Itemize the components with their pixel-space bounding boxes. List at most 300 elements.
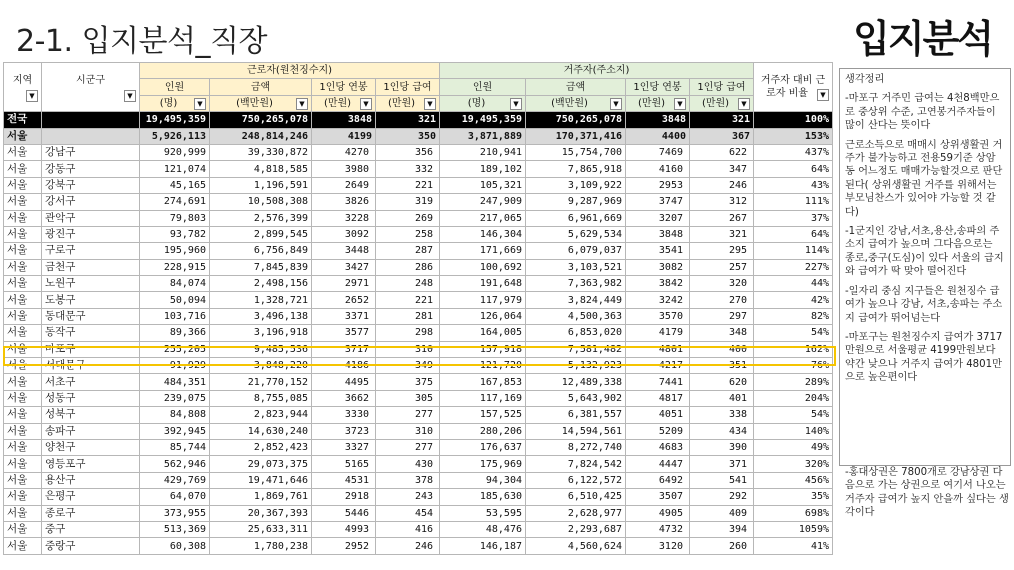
table-cell: 5,629,534	[526, 226, 626, 242]
table-cell: 351	[690, 358, 754, 374]
table-cell: 270	[690, 292, 754, 308]
table-cell: 서울	[4, 439, 42, 455]
section-logo: 입지분석	[853, 17, 992, 61]
table-cell: 289%	[754, 374, 833, 390]
table-cell: 6,756,849	[210, 243, 312, 259]
header-amount-unit: (백만원) ▼	[526, 95, 626, 111]
table-cell: 1,780,238	[210, 538, 312, 554]
table-cell: 105,321	[440, 177, 526, 193]
table-cell: 79,803	[140, 210, 210, 226]
table-cell: 750,265,078	[210, 112, 312, 128]
table-cell: 마포구	[42, 341, 140, 357]
table-cell: 312	[690, 194, 754, 210]
table-cell: 146,187	[440, 538, 526, 554]
table-cell: 15,754,700	[526, 144, 626, 160]
table-cell: 강동구	[42, 161, 140, 177]
table-cell: 140%	[754, 423, 833, 439]
header-annual: 1인당 연봉	[626, 79, 690, 95]
filter-dropdown-icon[interactable]: ▼	[738, 98, 750, 110]
table-cell: 319	[376, 194, 440, 210]
table-cell: 484,351	[140, 374, 210, 390]
table-body	[4, 112, 833, 555]
table-cell: 5165	[312, 456, 376, 472]
table-cell: 85,744	[140, 439, 210, 455]
header-annual: 1인당 연봉	[312, 79, 376, 95]
table-cell: 373,955	[140, 505, 210, 521]
header-count-unit: (명) ▼	[140, 95, 210, 111]
table-cell: 서울	[4, 341, 42, 357]
table-cell: 3848	[312, 112, 376, 128]
table-cell: 금천구	[42, 259, 140, 275]
filter-dropdown-icon[interactable]: ▼	[424, 98, 436, 110]
table-cell: 175,969	[440, 456, 526, 472]
table-cell: 53,595	[440, 505, 526, 521]
table-cell: 157,918	[440, 341, 526, 357]
table-cell: 416	[376, 521, 440, 537]
filter-dropdown-icon[interactable]: ▼	[360, 98, 372, 110]
table-cell: 4270	[312, 144, 376, 160]
table-cell: 1,869,761	[210, 489, 312, 505]
header-monthly: 1인당 급여	[376, 79, 440, 95]
table-cell: 84,074	[140, 276, 210, 292]
table-cell: 서울	[4, 521, 42, 537]
table-row	[4, 276, 833, 292]
table-cell: 121,074	[140, 161, 210, 177]
table-cell: 111%	[754, 194, 833, 210]
table-cell: 19,471,646	[210, 472, 312, 488]
table-cell: 221	[376, 292, 440, 308]
table-cell: 서울	[4, 472, 42, 488]
table-cell: 3120	[626, 538, 690, 554]
table-cell: 41%	[754, 538, 833, 554]
filter-dropdown-icon[interactable]: ▼	[610, 98, 622, 110]
table-cell: 332	[376, 161, 440, 177]
table-row	[4, 358, 833, 374]
table-cell: 121,720	[440, 358, 526, 374]
table-cell: 3747	[626, 194, 690, 210]
table-cell: 3826	[312, 194, 376, 210]
table-cell: 43%	[754, 177, 833, 193]
table-cell: 중랑구	[42, 538, 140, 554]
table-cell: 298	[376, 325, 440, 341]
table-row	[4, 489, 833, 505]
table-cell: 117,979	[440, 292, 526, 308]
table-cell: 3541	[626, 243, 690, 259]
filter-dropdown-icon[interactable]: ▼	[674, 98, 686, 110]
table-cell: 전국	[4, 112, 42, 128]
header-region: 지역 ▼	[4, 63, 42, 112]
table-cell: 서초구	[42, 374, 140, 390]
table-row	[4, 325, 833, 341]
table-row	[4, 308, 833, 324]
table-cell: 서울	[4, 390, 42, 406]
table-cell: 347	[690, 161, 754, 177]
table-cell: 257	[690, 259, 754, 275]
table-cell: 2,823,944	[210, 407, 312, 423]
table-cell: 3228	[312, 210, 376, 226]
table-cell: 10,508,308	[210, 194, 312, 210]
table-cell: 7441	[626, 374, 690, 390]
table-row	[4, 194, 833, 210]
table-cell: 6,510,425	[526, 489, 626, 505]
table-cell: 3662	[312, 390, 376, 406]
table-row	[4, 521, 833, 537]
table-row	[4, 472, 833, 488]
table-cell: 191,648	[440, 276, 526, 292]
table-cell: 287	[376, 243, 440, 259]
table-cell: 도봉구	[42, 292, 140, 308]
table-cell: 269	[376, 210, 440, 226]
table-cell: 227%	[754, 259, 833, 275]
table-cell: 114%	[754, 243, 833, 259]
table-cell: 348	[690, 325, 754, 341]
table-cell: 434	[690, 423, 754, 439]
table-cell: 622	[690, 144, 754, 160]
table-cell: 8,755,085	[210, 390, 312, 406]
table-row	[4, 341, 833, 357]
table-row	[4, 423, 833, 439]
table-cell: 4186	[312, 358, 376, 374]
table-cell: 243	[376, 489, 440, 505]
notes-panel	[839, 68, 1011, 466]
header-monthly-unit: (만원) ▼	[690, 95, 754, 111]
table-cell: 117,169	[440, 390, 526, 406]
table-cell: 4,500,363	[526, 308, 626, 324]
table-cell: 19,495,359	[440, 112, 526, 128]
table-cell: 20,367,393	[210, 505, 312, 521]
table-cell: 3,196,918	[210, 325, 312, 341]
table-cell: 274,691	[140, 194, 210, 210]
table-cell: 7469	[626, 144, 690, 160]
table-cell: 광진구	[42, 226, 140, 242]
header-count: 인원	[140, 79, 210, 95]
table-cell: 7,581,482	[526, 341, 626, 357]
table-cell: 3577	[312, 325, 376, 341]
header-ratio: 거주자 대비 근로자 비율 ▼	[754, 63, 833, 112]
table-cell: 247,909	[440, 194, 526, 210]
table-row	[4, 177, 833, 193]
table-cell: 164,005	[440, 325, 526, 341]
table-cell: 246	[690, 177, 754, 193]
header-worker-group: 근로자(원천징수지)	[140, 63, 440, 79]
table-cell: 430	[376, 456, 440, 472]
table-cell: 310	[376, 341, 440, 357]
table-cell: 용산구	[42, 472, 140, 488]
table-cell: 371	[690, 456, 754, 472]
table-cell: 390	[690, 439, 754, 455]
table-cell: 400	[690, 341, 754, 357]
table-cell: 4683	[626, 439, 690, 455]
table-cell: 195,960	[140, 243, 210, 259]
table-cell: 2971	[312, 276, 376, 292]
table-cell: 409	[690, 505, 754, 521]
table-cell: 920,999	[140, 144, 210, 160]
salary-table	[3, 62, 833, 555]
table-cell: 392,945	[140, 423, 210, 439]
filter-dropdown-icon[interactable]: ▼	[510, 98, 522, 110]
table-cell: 4199	[312, 128, 376, 144]
table-cell: 3848	[626, 226, 690, 242]
table-cell: 320%	[754, 456, 833, 472]
table-cell: 영등포구	[42, 456, 140, 472]
table-cell: 8,272,740	[526, 439, 626, 455]
table-cell: 44%	[754, 276, 833, 292]
filter-dropdown-icon[interactable]: ▼	[817, 89, 829, 101]
table-cell: 750,265,078	[526, 112, 626, 128]
table-cell: 310	[376, 423, 440, 439]
table-cell: 9,287,969	[526, 194, 626, 210]
table-cell: 93,782	[140, 226, 210, 242]
table-cell: 4447	[626, 456, 690, 472]
table-cell: 3207	[626, 210, 690, 226]
table-cell: 4051	[626, 407, 690, 423]
table-cell: 248	[376, 276, 440, 292]
table-cell: 25,633,311	[210, 521, 312, 537]
table-cell: 320	[690, 276, 754, 292]
table-cell: 성북구	[42, 407, 140, 423]
table-cell: 94,304	[440, 472, 526, 488]
table-cell: 698%	[754, 505, 833, 521]
table-cell: 14,594,561	[526, 423, 626, 439]
table-cell: 60,308	[140, 538, 210, 554]
table-cell: 217,065	[440, 210, 526, 226]
header-annual-unit: (만원) ▼	[312, 95, 376, 111]
table-cell: 4531	[312, 472, 376, 488]
table-cell: 176,637	[440, 439, 526, 455]
table-cell: 204%	[754, 390, 833, 406]
table-row	[4, 161, 833, 177]
table-cell: 3327	[312, 439, 376, 455]
header-district: 시군구 ▼	[42, 63, 140, 112]
table-cell: 321	[376, 112, 440, 128]
table-cell: 21,770,152	[210, 374, 312, 390]
table-row	[4, 292, 833, 308]
table-cell: 5,926,113	[140, 128, 210, 144]
table-cell: 76%	[754, 358, 833, 374]
table-cell: 367	[690, 128, 754, 144]
table-cell: 280,206	[440, 423, 526, 439]
table-cell: 171,669	[440, 243, 526, 259]
table-cell: 12,489,338	[526, 374, 626, 390]
notes-paragraph: -홍대상권은 7800개로 강남상권 다음으로 가는 상권으로 여기서 나오는 거주자 급여가 높지 안을까 싶다는 생각이다	[845, 467, 1009, 519]
table-cell: 277	[376, 439, 440, 455]
table-cell: 서울	[4, 308, 42, 324]
table-cell: 49%	[754, 439, 833, 455]
notes-heading: 생각정리	[845, 74, 885, 85]
header-monthly: 1인당 급여	[690, 79, 754, 95]
table-cell: 541	[690, 472, 754, 488]
header-annual-unit: (만원) ▼	[626, 95, 690, 111]
table-cell: 7,845,839	[210, 259, 312, 275]
table-cell: 3723	[312, 423, 376, 439]
table-cell: 100,692	[440, 259, 526, 275]
table-cell: 서울	[4, 292, 42, 308]
table-cell: 45,165	[140, 177, 210, 193]
table-cell: 서울	[4, 243, 42, 259]
header-resident-group: 거주자(주소지)	[440, 63, 754, 79]
table-cell: 3,848,220	[210, 358, 312, 374]
table-row	[4, 243, 833, 259]
table-cell: 456%	[754, 472, 833, 488]
table-cell: 255,205	[140, 341, 210, 357]
table-cell: 19,495,359	[140, 112, 210, 128]
table-cell: 4400	[626, 128, 690, 144]
table-row	[4, 226, 833, 242]
table-cell: 82%	[754, 308, 833, 324]
table-cell	[42, 128, 140, 144]
table-cell: 서울	[4, 358, 42, 374]
table-cell: 64%	[754, 226, 833, 242]
table-cell: 중구	[42, 521, 140, 537]
table-cell: 35%	[754, 489, 833, 505]
table-cell: 321	[690, 226, 754, 242]
table-cell: 189,102	[440, 161, 526, 177]
table-cell: 305	[376, 390, 440, 406]
table-cell: 91,929	[140, 358, 210, 374]
table-cell: 종로구	[42, 505, 140, 521]
notes-paragraph: -마포구 거주민 급여는 4천8백만으로 중상위 수준, 고연봉거주자들이 많이 산다는 뜻이다	[845, 93, 1000, 132]
table-cell: 7,865,918	[526, 161, 626, 177]
table-cell: 3448	[312, 243, 376, 259]
table-cell: 4732	[626, 521, 690, 537]
table-row	[4, 456, 833, 472]
table-cell: 서울	[4, 538, 42, 554]
table-cell: 2,576,399	[210, 210, 312, 226]
table-cell: 2,498,156	[210, 276, 312, 292]
table-cell: 281	[376, 308, 440, 324]
table-cell: 3082	[626, 259, 690, 275]
table-cell: 103,716	[140, 308, 210, 324]
table-cell: 4,818,585	[210, 161, 312, 177]
table-cell: 서울	[4, 276, 42, 292]
table-cell: 5209	[626, 423, 690, 439]
table-row	[4, 144, 833, 160]
table-cell: 258	[376, 226, 440, 242]
notes-paragraph: -1군지인 강남,서초,용산,송파의 주소지 급여가 높으며 그다음으로는 종로,중구(도심)이 있다 서울의 급지와 급여가 딱 맞아 떨어진다	[845, 226, 1004, 278]
table-cell: 295	[690, 243, 754, 259]
filter-dropdown-icon[interactable]: ▼	[296, 98, 308, 110]
table-cell: 6492	[626, 472, 690, 488]
table-cell: 서울	[4, 128, 42, 144]
table-cell: 강북구	[42, 177, 140, 193]
table-cell: 338	[690, 407, 754, 423]
table-cell: 153%	[754, 128, 833, 144]
table-row	[4, 112, 833, 128]
table-cell: 349	[376, 358, 440, 374]
table-cell: 3,109,922	[526, 177, 626, 193]
table-cell: 378	[376, 472, 440, 488]
table-cell: 5,643,902	[526, 390, 626, 406]
table-cell: 3570	[626, 308, 690, 324]
header-count: 인원	[440, 79, 526, 95]
table-cell: 3,496,138	[210, 308, 312, 324]
table-cell: 3980	[312, 161, 376, 177]
table-cell: 14,630,240	[210, 423, 312, 439]
table-cell: 48,476	[440, 521, 526, 537]
table-cell: 4160	[626, 161, 690, 177]
table-cell: 6,079,037	[526, 243, 626, 259]
table-cell: 2918	[312, 489, 376, 505]
table-cell: 321	[690, 112, 754, 128]
table-cell: 서울	[4, 259, 42, 275]
table-cell: 관악구	[42, 210, 140, 226]
table-cell: 3848	[626, 112, 690, 128]
table-cell: 구로구	[42, 243, 140, 259]
notes-paragraph: 근로소득으로 매매시 상위생활권 거주가 불가능하고 전용59기준 상암동 어느정도 매매가능할것으로 판단된다( 상위생활권 거주를 위해서는 부모님찬스가 있어야 가능할 것 같다)	[845, 139, 1003, 218]
table-cell: 4,560,624	[526, 538, 626, 554]
table-cell: 429,769	[140, 472, 210, 488]
filter-dropdown-icon[interactable]: ▼	[194, 98, 206, 110]
table-cell: 4817	[626, 390, 690, 406]
header-amount: 금액	[526, 79, 626, 95]
table-cell: 375	[376, 374, 440, 390]
table-cell: 서울	[4, 210, 42, 226]
table-cell: 248,814,246	[210, 128, 312, 144]
table-cell: 1,196,591	[210, 177, 312, 193]
table-cell: 1,328,721	[210, 292, 312, 308]
table-cell: 2,852,423	[210, 439, 312, 455]
table-cell: 267	[690, 210, 754, 226]
table-cell: 4801	[626, 341, 690, 357]
table-cell: 170,371,416	[526, 128, 626, 144]
table-cell: 29,073,375	[210, 456, 312, 472]
table-cell: 3,824,449	[526, 292, 626, 308]
header-count-unit: (명) ▼	[440, 95, 526, 111]
table-cell: 5446	[312, 505, 376, 521]
table-cell: 64,070	[140, 489, 210, 505]
table-cell: 2,293,687	[526, 521, 626, 537]
filter-dropdown-icon[interactable]: ▼	[124, 90, 136, 102]
table-cell: 454	[376, 505, 440, 521]
table-cell: 1059%	[754, 521, 833, 537]
table-cell: 162%	[754, 341, 833, 357]
table-row	[4, 128, 833, 144]
table-cell: 4905	[626, 505, 690, 521]
table-cell: 3427	[312, 259, 376, 275]
table-cell: 4993	[312, 521, 376, 537]
table-cell: 39,330,872	[210, 144, 312, 160]
table-cell: 3507	[626, 489, 690, 505]
table-cell: 강남구	[42, 144, 140, 160]
table-cell: 2952	[312, 538, 376, 554]
table-cell: 54%	[754, 325, 833, 341]
table-cell: 서울	[4, 226, 42, 242]
table-row	[4, 390, 833, 406]
table-cell: 562,946	[140, 456, 210, 472]
table-row	[4, 538, 833, 554]
table-cell: 서울	[4, 505, 42, 521]
table-cell: 3,103,521	[526, 259, 626, 275]
table-cell: 성동구	[42, 390, 140, 406]
table-cell: 228,915	[140, 259, 210, 275]
table-cell: 4495	[312, 374, 376, 390]
table-cell: 송파구	[42, 423, 140, 439]
table-row	[4, 210, 833, 226]
table-cell: 167,853	[440, 374, 526, 390]
table-cell: 239,075	[140, 390, 210, 406]
table-cell: 277	[376, 407, 440, 423]
table-cell: 4179	[626, 325, 690, 341]
table-cell: 양천구	[42, 439, 140, 455]
table-cell: 437%	[754, 144, 833, 160]
table-cell: 37%	[754, 210, 833, 226]
filter-dropdown-icon[interactable]: ▼	[26, 90, 38, 102]
table-cell: 620	[690, 374, 754, 390]
table-cell: 3717	[312, 341, 376, 357]
table-cell: 157,525	[440, 407, 526, 423]
table-cell: 6,853,020	[526, 325, 626, 341]
header-amount: 금액	[210, 79, 312, 95]
